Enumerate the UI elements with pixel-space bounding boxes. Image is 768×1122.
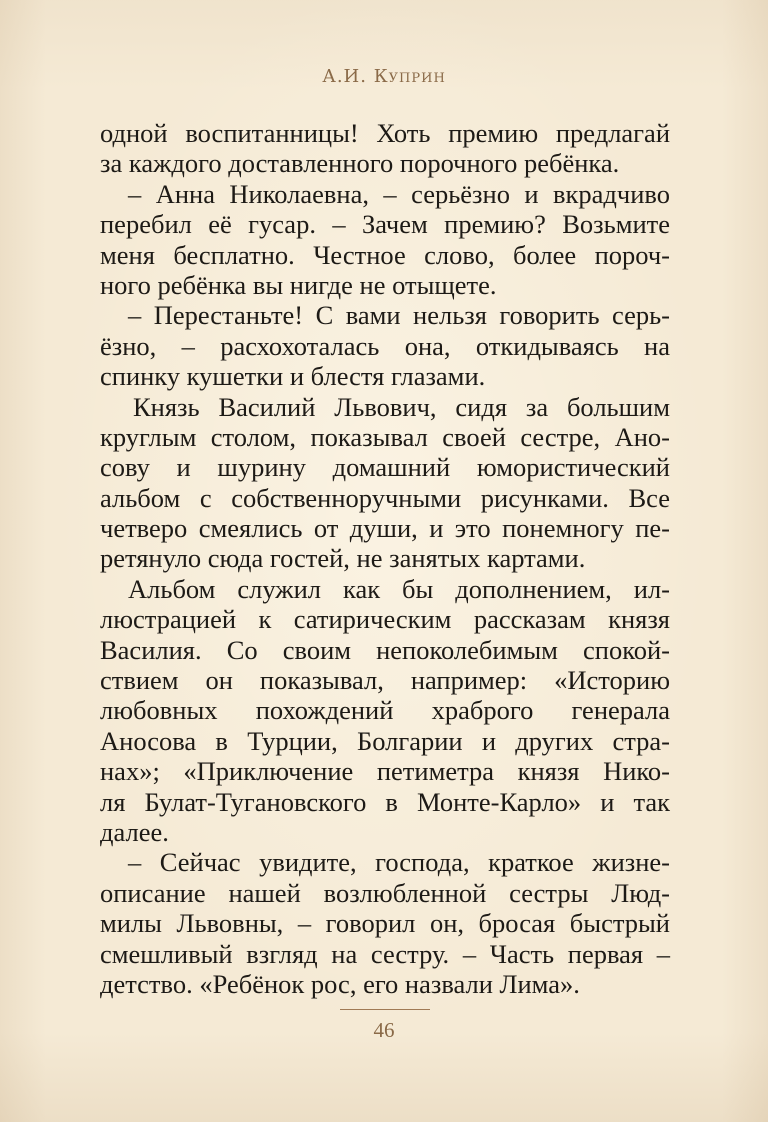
- text-line: описание нашей возлюбленной сестры Люд-: [100, 877, 670, 908]
- text-line: альбом с собственноручными рисунками. Все: [100, 482, 670, 513]
- page-number: 46: [373, 1018, 395, 1042]
- running-head: А.И. Куприн: [322, 66, 446, 87]
- text-line: – Сейчас увидите, господа, краткое жизне-: [128, 847, 670, 878]
- text-line: перебил её гусар. – Зачем премию? Возьмите: [100, 209, 670, 240]
- text-line: четверо смеялись от души, и это понемногу пе-: [100, 513, 670, 544]
- text-line: ного ребёнка вы нигде не отыщете.: [100, 269, 497, 300]
- text-line: милы Львовны, – говорил он, бросая быстрый: [100, 908, 670, 939]
- body-text: [100, 118, 670, 999]
- text-line: – Анна Николаевна, – серьёзно и вкрадчиво: [128, 178, 670, 209]
- text-line: ретянуло сюда гостей, не занятых картами.: [100, 543, 586, 574]
- text-line: меня бесплатно. Честное слово, более пороч-: [100, 239, 670, 270]
- text-line: сову и шурину домашний юмористический: [100, 452, 670, 483]
- text-line: спинку кушетки и блестя глазами.: [100, 361, 486, 392]
- text-line: любовных похождений храброго генерала: [100, 695, 670, 726]
- text-line: детство. «Ребёнок рос, его назвали Лима».: [100, 968, 580, 999]
- text-line: ствием он показывал, например: «Историю: [100, 665, 670, 696]
- text-line: ля Булат-Тугановского в Монте-Карло» и так: [100, 786, 670, 817]
- text-line: ёзно, – расхохоталась она, откидываясь на: [100, 330, 670, 361]
- text-line: смешливый взгляд на сестру. – Часть первая –: [100, 938, 670, 969]
- text-line: Альбом служил как бы дополнением, ил-: [128, 573, 670, 604]
- text-line: – Перестаньте! С вами нельзя говорить серь-: [128, 300, 670, 331]
- text-line: нах»; «Приключение петиметра князя Нико-: [100, 756, 670, 787]
- text-line: Василия. Со своим непоколебимым спокой-: [100, 634, 670, 665]
- text-line: круглым столом, показывал своей сестре, Ано-: [100, 421, 670, 452]
- text-line: одной воспитанницы! Хоть премию предлагай: [100, 118, 670, 148]
- text-line: за каждого доставленного порочного ребёнка.: [100, 148, 620, 179]
- text-line: далее.: [100, 816, 169, 847]
- text-line: Князь Василий Львович, сидя за большим: [133, 391, 670, 422]
- footer-rule: [340, 1009, 430, 1010]
- text-line: Аносова в Турции, Болгарии и других стра-: [100, 725, 670, 756]
- text-line: люстрацией к сатирическим рассказам князя: [100, 604, 670, 635]
